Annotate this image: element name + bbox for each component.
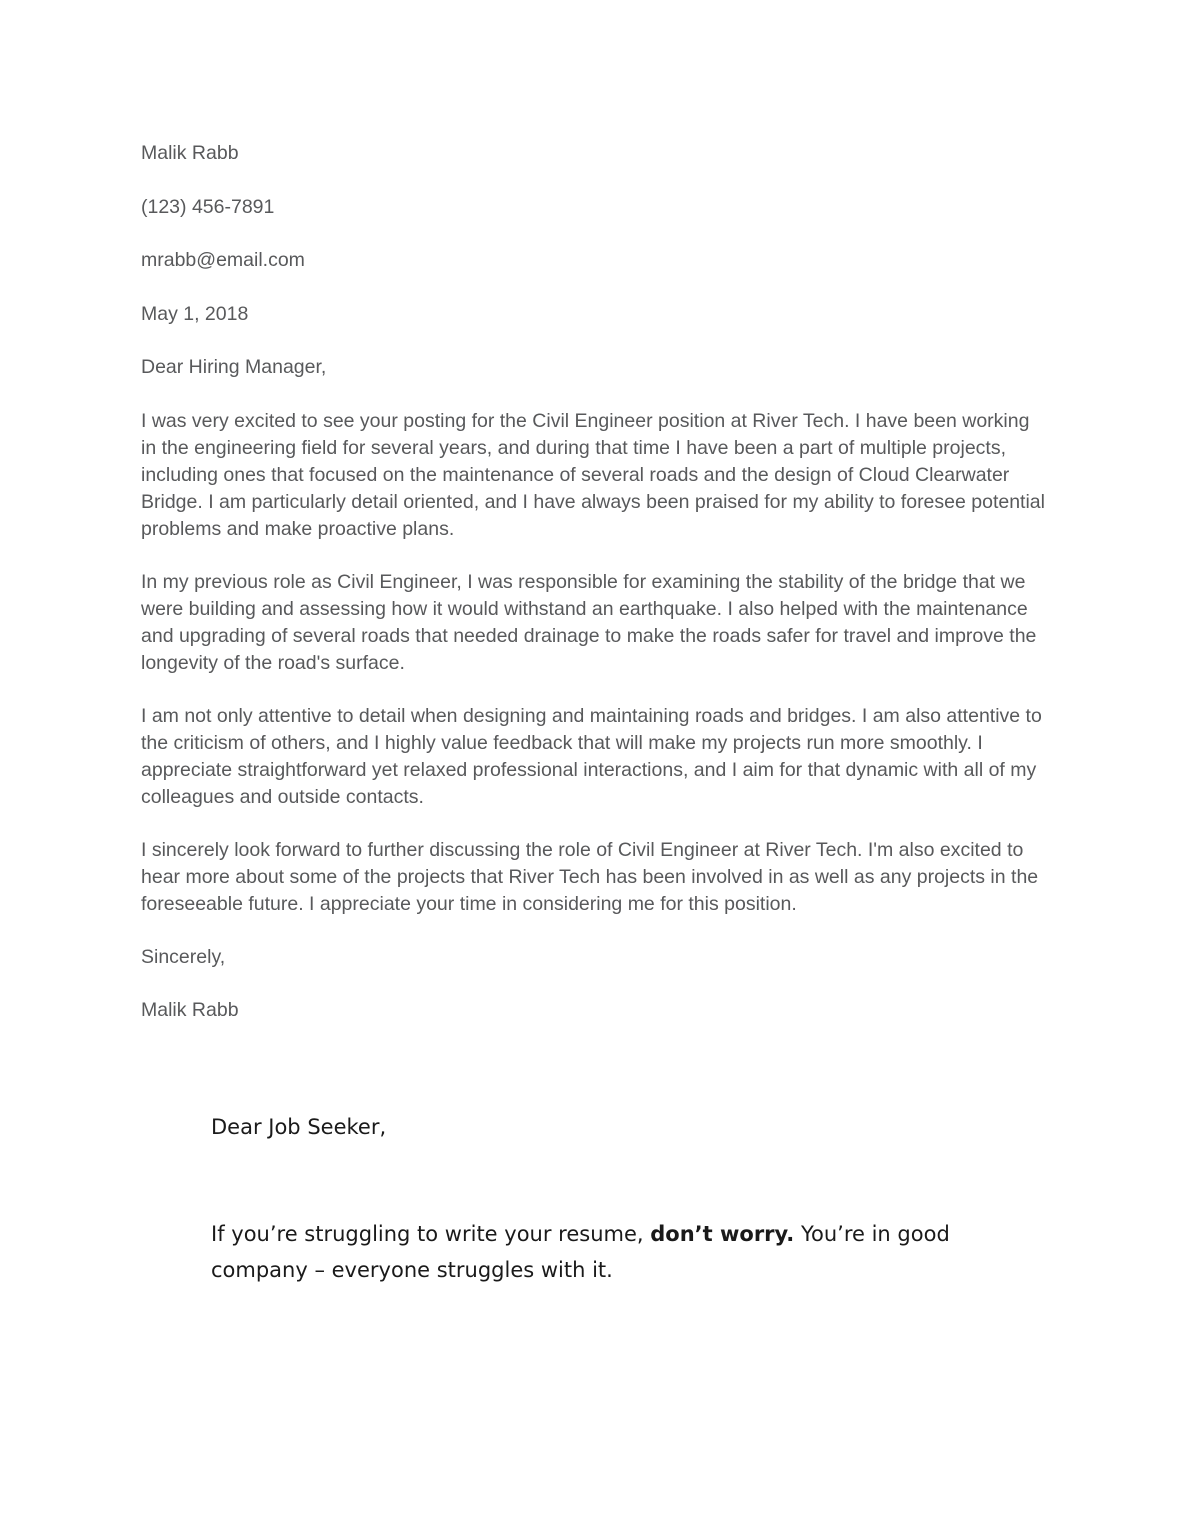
note-text-emphasis: don’t worry. <box>650 1222 795 1246</box>
note-greeting: Dear Job Seeker, <box>211 1115 387 1139</box>
letter-date: May 1, 2018 <box>141 302 249 325</box>
letter-paragraph-4: I sincerely look forward to further discussing the role of Civil Engineer at River Tech. I'm also excited to hear more about some of the projects that River Tech has been involved in as well as any projects in the foreseeable future. I appreciate your time in considering me for this position. <box>141 838 1039 915</box>
sender-phone: (123) 456-7891 <box>141 195 275 218</box>
letter-signature-name: Malik Rabb <box>141 999 239 1021</box>
note-text-tail: You’re in good company – everyone struggles with it. <box>211 1222 950 1282</box>
note-text-lead: If you’re struggling to write your resume, <box>211 1222 651 1246</box>
cover-letter-body <box>141 140 1046 1024</box>
sender-email: mrabb@email.com <box>141 249 305 271</box>
letter-closing: Sincerely, <box>141 945 226 968</box>
note-paragraph <box>211 1216 986 1288</box>
sender-name: Malik Rabb <box>141 142 239 164</box>
letter-paragraph-3: I am not only attentive to detail when designing and maintaining roads and bridges. I am also attentive to the criticism of others, and I highly value feedback that will make my projects run more smoothly. I appreciate straightforward yet relaxed professional interactions, and I aim for that dynamic with all of my colleagues and outside contacts. <box>141 704 1042 808</box>
letter-paragraph-2: In my previous role as Civil Engineer, I was responsible for examining the stability of the bridge that we were building and assessing how it would withstand an earthquake. I also helped with the maintenance and upgrading of several roads that needed drainage to make the roads safer for travel and improve the longevity of the road's surface. <box>141 570 1037 674</box>
letter-salutation: Dear Hiring Manager, <box>141 356 327 378</box>
letter-paragraph-1: I was very excited to see your posting for the Civil Engineer position at River Tech. I have been working in the engineering field for several years, and during that time I have been a part of multiple projects, including ones that focused on the maintenance of several roads and the design of Cloud Clearwater Bridge. I am particularly detail oriented, and I have always been praised for my ability to foresee potential problems and make proactive plans. <box>141 409 1045 540</box>
appended-note <box>211 1109 986 1288</box>
